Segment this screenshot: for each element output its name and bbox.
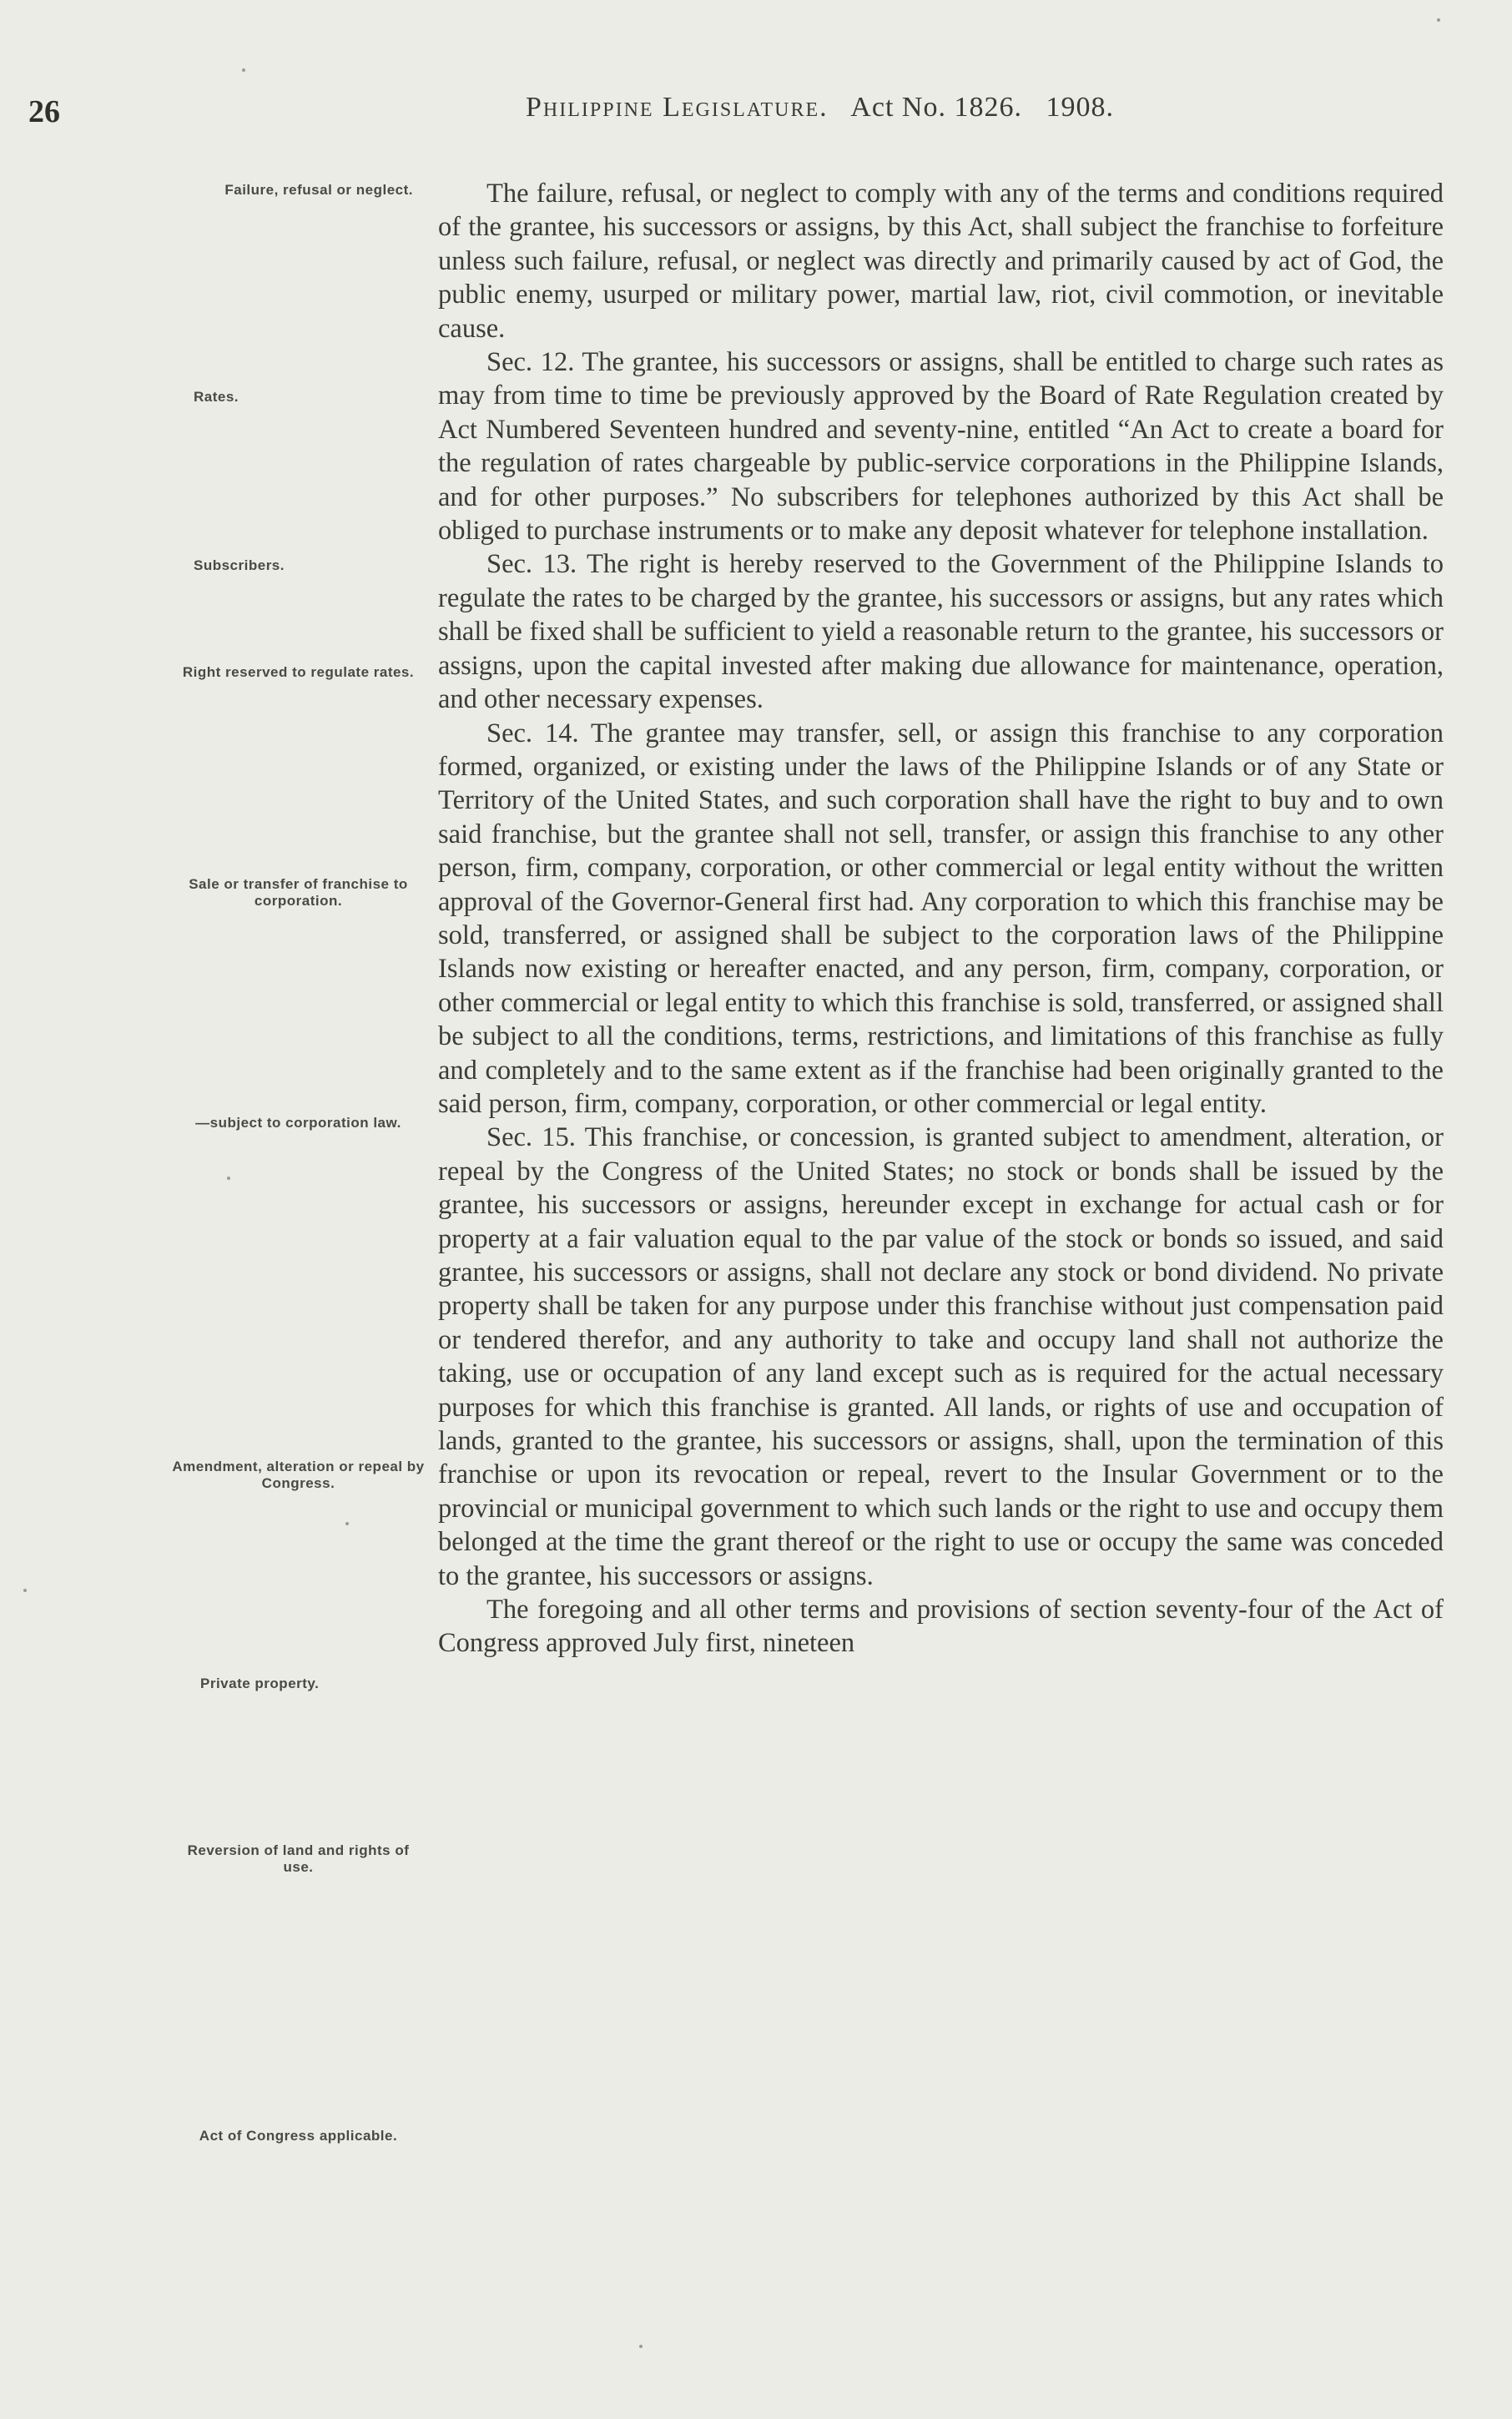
running-head-act: Act No. 1826. bbox=[850, 92, 1022, 123]
scan-speck bbox=[639, 2345, 643, 2348]
scan-speck bbox=[1437, 18, 1440, 22]
running-head-year: 1908. bbox=[1046, 92, 1114, 123]
side-note-sale-transfer: Sale or transfer of franchise to corporation. bbox=[189, 876, 408, 909]
side-note-act-of-congress: Act of Congress applicable. bbox=[199, 2128, 398, 2144]
paragraph-sec-15: Sec. 15. This franchise, or concession, is granted subject to amendment, alteration, or repeal by the Congress of the United States; no stock or bonds shall be issued by the grantee, his successors or assigns, hereunder except in exchange for actual cash or for property at a fair valuation equal to the par value of the stock or bonds so issued, and said grantee, his successors or assigns, shall not declare any stock or bond dividend. No private property shall be taken for any purpose under this franchise without just compensation paid or tendered therefor, and any authority to take and occupy land shall not authorize the taking, use or occupation of any land except such as is required for the actual necessary purposes for which this franchise is granted. All lands, or rights of use and occupation of lands, granted to the grantee, his successors or assigns, shall, upon the termination of this franchise or upon its revocation or repeal, revert to the Insular Government or to the provincial or municipal government to which such lands or the right to use and occupy them belonged at the time the grant thereof or the right to use or occupy the same was conceded to the grantee, his successors or assigns. bbox=[438, 1122, 1444, 1591]
side-note-amendment: Amendment, alteration or repeal by Congress. bbox=[172, 1459, 425, 1491]
side-note-reversion: Reversion of land and rights of use. bbox=[187, 1842, 410, 1875]
side-note-right-reserved: Right reserved to regulate rates. bbox=[182, 664, 415, 680]
paragraph-failure: The failure, refusal, or neglect to comply with any of the terms and conditions required of the grantee, his successors or assigns, by this Act, shall subject the franchise to forfeiture unless such failure, refusal, or neglect was directly and primarily caused by act of God, the public enemy, usurped or military power, martial law, riot, civil commotion, or inevitable cause. bbox=[438, 179, 1444, 344]
side-note-failure: Failure, refusal or neglect. bbox=[224, 182, 413, 198]
side-note-rates: Rates. bbox=[194, 389, 239, 405]
running-head-title: Philippine Legislature. bbox=[526, 92, 829, 123]
paragraph-sec-14: Sec. 14. The grantee may transfer, sell, or assign this franchise to any corporation formed, organized, or existing under the laws of the Philippine Islands or of any State or Territory of the United States, and such corporation shall have the right to buy and to own said franchise, but the grantee shall not sell, transfer, or assign this franchise to any other person, firm, company, corporation, or other commercial or legal entity without the written approval of the Governor-General first had. Any corporation to which this franchise may be sold, transferred, or assigned shall be subject to the corporation laws of the Philippine Islands now existing or hereafter enacted, and any person, firm, company, corporation, or other commercial or legal entity to which this franchise is sold, transferred, or assigned shall be subject to all the conditions, terms, restrictions, and limitations of this franchise as fully and completely and to the same extent as if the franchise had been originally granted to the said person, firm, company, corporation, or other commercial or legal entity. bbox=[438, 718, 1444, 1119]
paragraph-sec-13: Sec. 13. The right is hereby reserved to the Government of the Philippine Islands to regulate the rates to be charged by the grantee, his successors or assigns, but any rates which shall be fixed shall be sufficient to yield a reasonable return to the grantee, his successors or assigns, upon the capital invested after making due allowance for maintenance, operation, and other necessary expenses. bbox=[438, 549, 1444, 715]
page-number: 26 bbox=[28, 94, 60, 129]
paragraph-sec-12: Sec. 12. The grantee, his successors or assigns, shall be entitled to charge such rates as may from time to time be previously approved by the Board of Rate Regulation created by Act Numbered Seventeen hundred and seventy-nine, entitled “An Act to create a board for the regulation of rates chargeable by public-service corporations in the Philippine Islands, and for other purposes.” No subscribers for telephones authorized by this Act shall be obliged to purchase instruments or to make any deposit whatever for telephone installation. bbox=[438, 347, 1444, 547]
scan-speck bbox=[242, 68, 245, 72]
scan-speck bbox=[227, 1177, 230, 1180]
body-text bbox=[438, 177, 1444, 1661]
scan-speck bbox=[23, 1589, 27, 1592]
running-head bbox=[526, 92, 1114, 123]
side-note-subscribers: Subscribers. bbox=[194, 557, 285, 573]
scan-speck bbox=[345, 1522, 349, 1525]
side-note-private-property: Private property. bbox=[200, 1676, 320, 1691]
paragraph-act-of-congress: The foregoing and all other terms and provisions of section seventy-four of the Act of Congress approved July first, nineteen bbox=[438, 1595, 1444, 1659]
side-note-subject-corporation: —subject to corporation law. bbox=[195, 1115, 401, 1131]
